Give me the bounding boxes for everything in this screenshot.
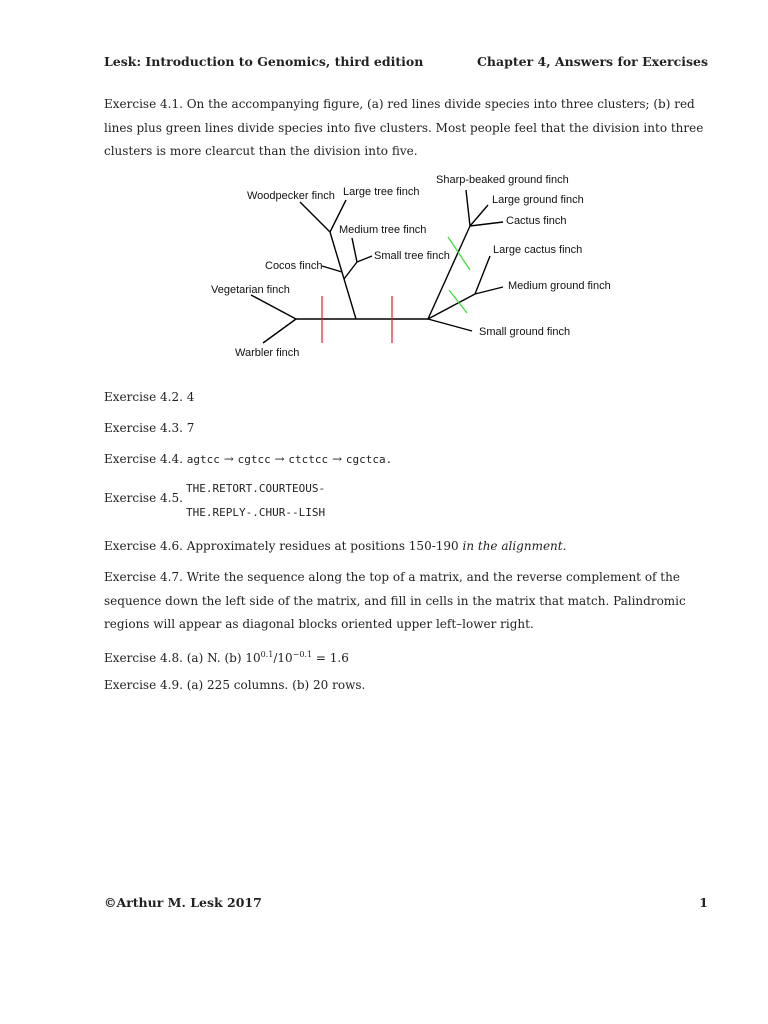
exercise-4-2-answer: 4 (186, 390, 195, 404)
branch-medium-tree (352, 238, 357, 262)
exercise-4-3 (104, 417, 708, 441)
branch-small-tree (357, 256, 372, 262)
exercise-4-6 (104, 535, 708, 559)
exercise-4-9: Exercise 4.9. (a) 225 columns. (b) 20 rows. (104, 678, 366, 692)
exercise-4-6-emphasis: in the alignment (462, 539, 563, 553)
exercise-4-3-answer: 7 (186, 421, 195, 435)
exercise-4-8-label: Exercise 4.8. (104, 651, 183, 665)
label-cactus-finch: Cactus finch (506, 215, 567, 227)
label-small-tree-finch: Small tree finch (374, 250, 450, 262)
exercise-4-2-label: Exercise 4.2. (104, 390, 183, 404)
sequence-step-1: agtcc (186, 453, 220, 466)
label-large-ground-finch: Large ground finch (492, 194, 584, 206)
copyright-notice: ©Arthur M. Lesk 2017 (104, 895, 262, 910)
branch-tree-finches (330, 232, 356, 319)
branch-sharp-beaked (466, 190, 470, 226)
exercise-4-7: Exercise 4.7. Write the sequence along the top of a matrix, and the reverse complement of the sequence down the left side of the matrix, and fill in cells in the matrix that match. Palindromic regions will appear as diagonal blocks oriented upper left–lower right. (104, 570, 686, 631)
green-divider-upper (448, 237, 470, 270)
arrow-3: → (332, 452, 343, 466)
result: = 1.6 (312, 651, 349, 665)
exercise-4-1: Exercise 4.1. On the accompanying figure, (a) red lines divide species into three clusters; (b) red lines plus green lines divide species into five clusters. Most people feel that the division into three clusters is more clearcut than the division into five. (104, 97, 704, 158)
branch-cocos (322, 266, 342, 272)
label-cocos-finch: Cocos finch (265, 260, 323, 272)
branch-large-cactus (475, 256, 490, 294)
branch-large-ground (470, 205, 488, 226)
exponent-1: 0.1 (260, 650, 274, 659)
exercise-4-4-label: Exercise 4.4. (104, 452, 183, 466)
label-large-cactus-finch: Large cactus finch (493, 244, 583, 256)
arrow-2: → (274, 452, 285, 466)
branch-small-ground (428, 319, 472, 331)
exponent-2: −0.1 (292, 650, 313, 659)
label-woodpecker-finch: Woodpecker finch (247, 190, 335, 202)
branch-small-medium (344, 262, 357, 279)
branch-medium-ground (475, 287, 503, 294)
exercise-4-5 (104, 482, 708, 532)
branch-ground-middle (428, 294, 475, 319)
exercise-4-4 (104, 448, 708, 472)
alignment-line-2: THE.REPLY-.CHUR--LISH (186, 506, 326, 519)
label-small-ground-finch: Small ground finch (479, 326, 571, 338)
label-medium-ground-finch: Medium ground finch (508, 280, 611, 292)
exercise-4-5-label: Exercise 4.5. (104, 491, 183, 505)
running-header-title: Lesk: Introduction to Genomics, third edition (104, 54, 424, 69)
exercise-4-2 (104, 386, 708, 410)
label-large-tree-finch: Large tree finch (343, 186, 420, 198)
running-header-chapter: Chapter 4, Answers for Exercises (476, 54, 708, 69)
branch-cactus (470, 222, 503, 226)
branch-vegetarian (251, 295, 296, 319)
sequence-step-4: cgctca. (345, 453, 393, 466)
exercise-4-6-text: Exercise 4.6. Approximately residues at positions 150-190 (104, 539, 459, 553)
exercise-4-8-part-b: (b) 10 (224, 651, 261, 665)
exercise-4-6-period: . (562, 539, 567, 553)
exercise-4-8 (104, 643, 708, 671)
branch-woodpecker (300, 202, 330, 232)
arrow-1: → (223, 452, 234, 466)
division: /10 (273, 651, 293, 665)
branch-warbler (263, 319, 296, 343)
page-number: 1 (699, 895, 708, 910)
label-medium-tree-finch: Medium tree finch (339, 224, 427, 236)
sequence-step-3: ctctcc (288, 453, 329, 466)
green-divider-lower (449, 290, 467, 313)
alignment-line-1: THE.RETORT.COURTEOUS- (186, 482, 326, 495)
finch-phylogeny-figure (0, 0, 768, 390)
label-vegetarian-finch: Vegetarian finch (211, 284, 290, 296)
label-sharp-beaked-ground-finch: Sharp-beaked ground finch (436, 174, 569, 186)
exercise-4-3-label: Exercise 4.3. (104, 421, 183, 435)
branch-ground-upper (428, 226, 470, 319)
sequence-step-2: cgtcc (237, 453, 271, 466)
exercise-4-8-part-a: (a) N. (186, 651, 221, 665)
label-warbler-finch: Warbler finch (235, 347, 300, 359)
